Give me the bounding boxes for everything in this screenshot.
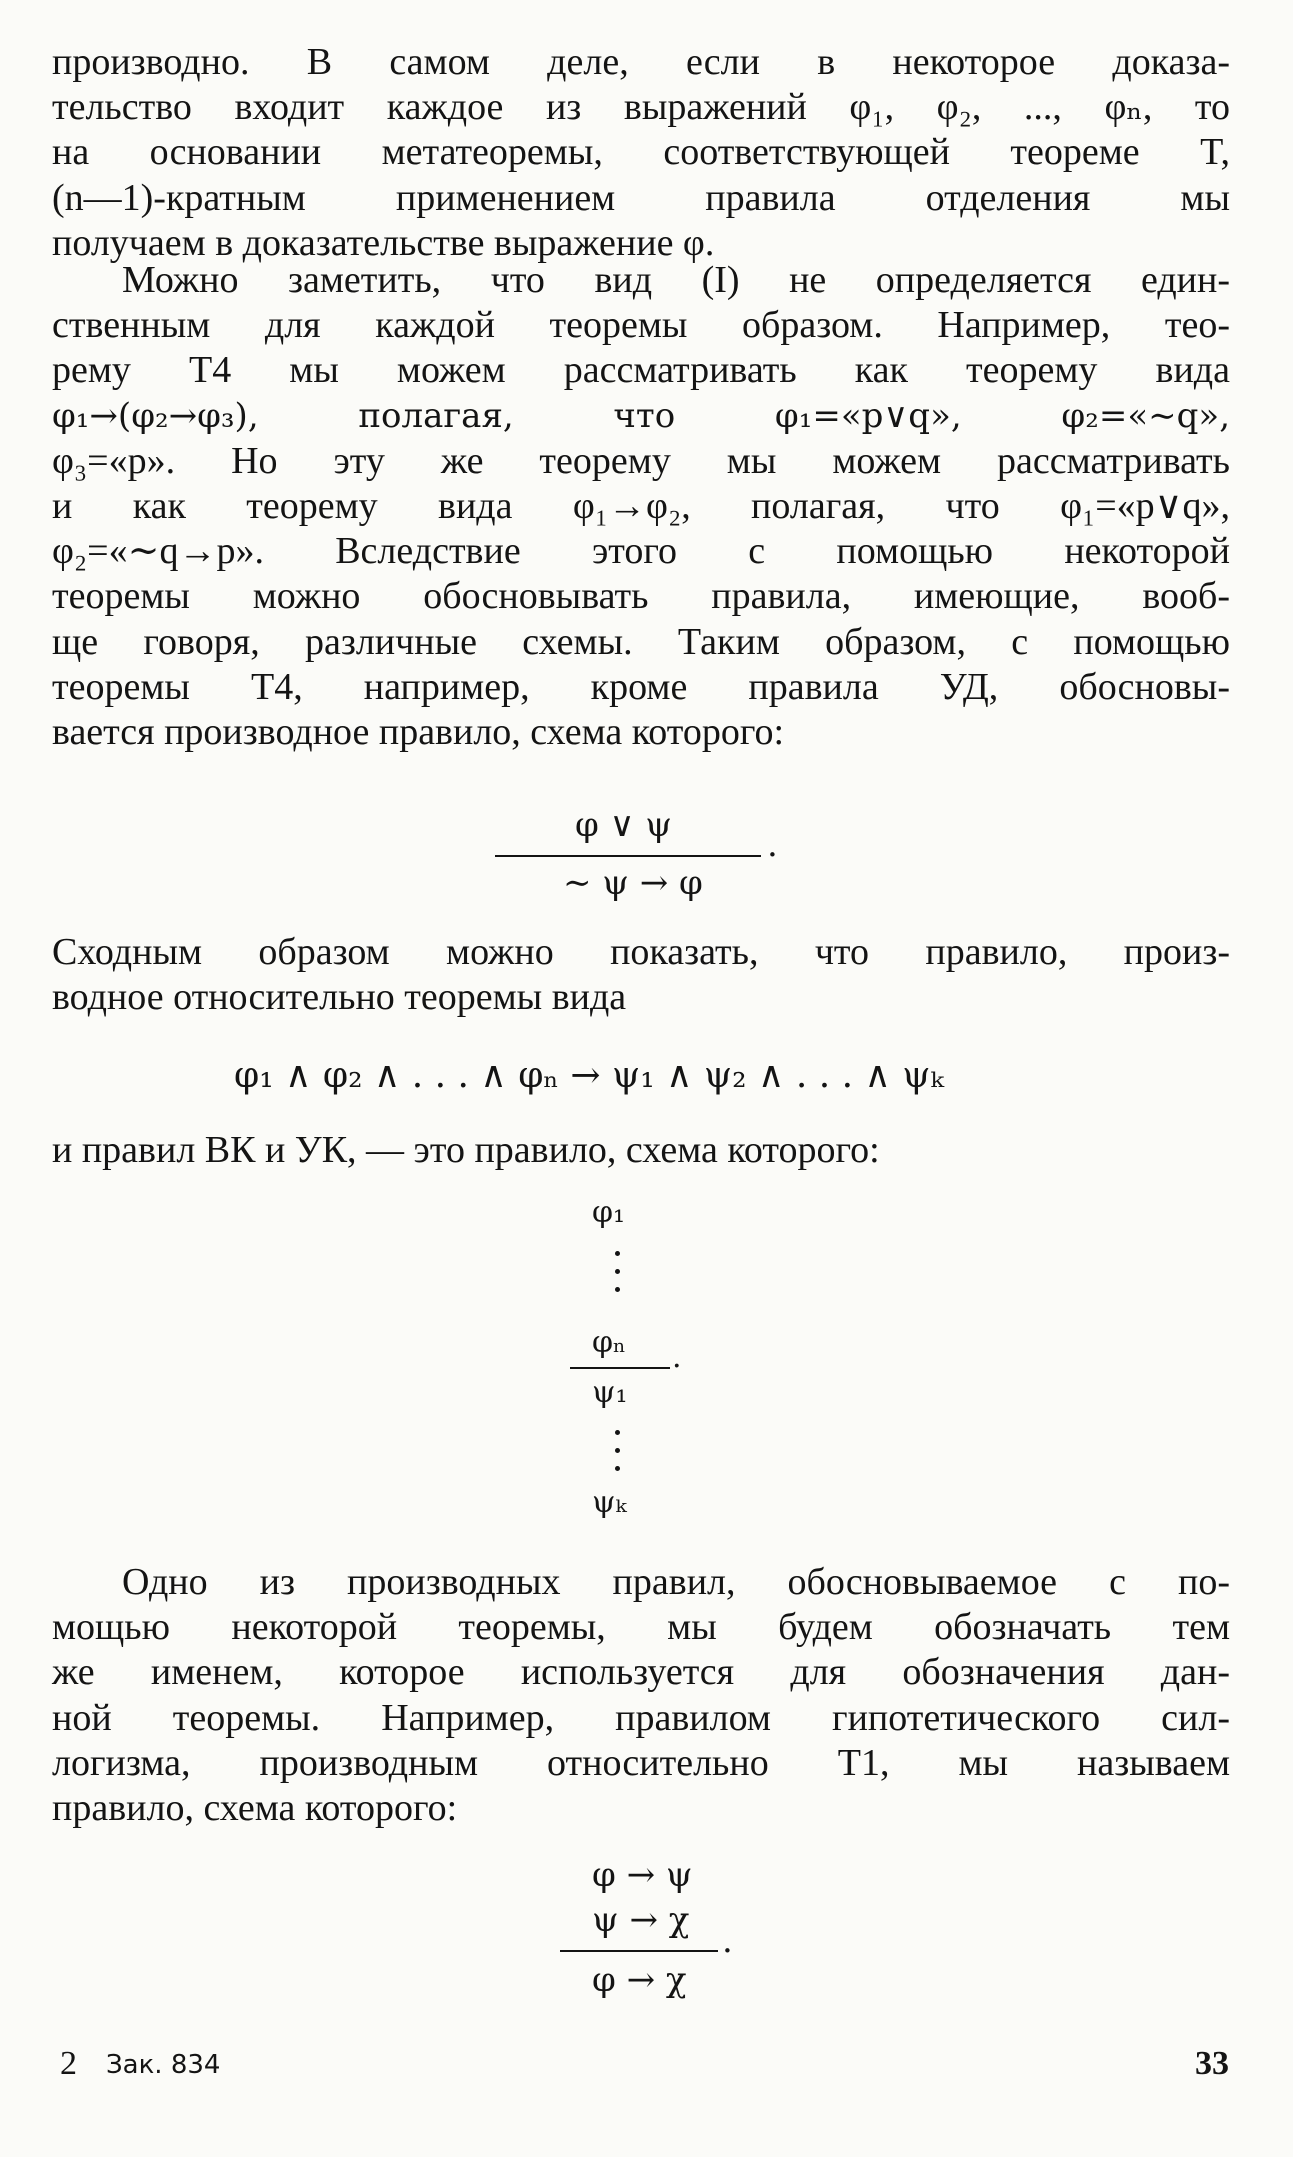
text-line: φ₂=«∼q→p». Вследствие этого с помощью некоторой — [52, 530, 1230, 573]
text-line: Можно заметить, что вид (I) не определяется един- — [122, 259, 1230, 301]
paragraph-4 — [52, 1128, 1230, 1173]
schema-premise: φ ∨ ψ — [575, 805, 672, 845]
schema-conclusion-last: ψₖ — [592, 1485, 627, 1520]
text-line: вается производное правило, схема которого: — [52, 711, 785, 754]
paragraph-5 — [52, 1560, 1230, 1831]
text-line: Сходным образом можно показать, что правило, произ- — [52, 931, 1230, 973]
text-line: мощью некоторой теоремы, мы будем обозначать тем — [52, 1606, 1230, 1649]
schema-conclusion: ∼ ψ → φ — [563, 863, 703, 903]
text-line: теоремы можно обосновывать правила, имеющие, вооб- — [52, 575, 1230, 618]
inference-line — [570, 1367, 670, 1369]
text-line: правило, схема которого: — [52, 1787, 458, 1830]
text-line: логизма, производным относительно T1, мы называем — [52, 1741, 1230, 1784]
theorem-formula: φ₁ ∧ φ₂ ∧ . . . ∧ φₙ → ψ₁ ∧ ψ₂ ∧ . . . ∧ ψₖ — [234, 1055, 944, 1096]
text-line: же именем, которое используется для обозначения дан- — [52, 1651, 1230, 1694]
schema-premise-1: φ → ψ — [592, 1855, 693, 1895]
inference-line — [495, 855, 761, 857]
text-line: тельство входит каждое из выражений φ₁, φ₂, ..., φₙ, то — [52, 86, 1230, 129]
text-line: Одно из производных правил, обосновываемое с по- — [122, 1561, 1230, 1603]
text-line: (n—1)-кратным применением правила отделения мы — [52, 176, 1230, 219]
print-order-mark: Зак. 834 — [106, 2050, 221, 2080]
text-line: и правил ВК и УК, — это правило, схема которого: — [52, 1129, 880, 1171]
page-number: 33 — [1195, 2045, 1229, 2082]
text-line: φ₁→(φ₂→φ₃), полагая, что φ₁=«p∨q», φ₂=«∼q», — [52, 395, 1230, 436]
rule-schema-3 — [560, 1855, 760, 2015]
schema-conclusion: φ → χ — [592, 1960, 687, 2000]
schema-period: . — [767, 825, 778, 865]
paragraph-2 — [52, 258, 1230, 755]
schema-premise-last: φₙ — [592, 1325, 626, 1360]
vertical-ellipsis — [612, 1251, 622, 1305]
paragraph-1 — [52, 40, 1230, 266]
schema-conclusion-first: ψ₁ — [592, 1375, 628, 1410]
text-line: φ₃=«p». Но эту же теорему мы можем рассматривать — [52, 439, 1230, 482]
sheet-number: 2 — [60, 2045, 77, 2082]
text-line: ной теоремы. Например, правилом гипотетического сил- — [52, 1696, 1230, 1739]
schema-premise-first: φ₁ — [592, 1195, 626, 1230]
schema-period: . — [722, 1921, 733, 1961]
text-line: и как теорему вида φ₁→φ₂, полагая, что φ₁=«p∨q», — [52, 485, 1230, 528]
text-line: производно. В самом деле, если в некоторое доказа- — [52, 41, 1230, 83]
inference-line — [560, 1950, 718, 1952]
text-line: на основании метатеоремы, соответствующей теореме T, — [52, 131, 1230, 174]
paragraph-3 — [52, 930, 1230, 1020]
text-line: ственным для каждой теоремы образом. Например, тео- — [52, 304, 1230, 347]
text-line: теоремы T4, например, кроме правила УД, обосновы- — [52, 665, 1230, 708]
schema-premise-2: ψ → χ — [592, 1900, 690, 1940]
text-line: водное относительно теоремы вида — [52, 976, 627, 1019]
rule-schema-1 — [495, 805, 795, 915]
schema-period: . — [672, 1340, 682, 1375]
text-line: рему T4 мы можем рассматривать как теорему вида — [52, 349, 1230, 392]
rule-schema-2 — [560, 1195, 720, 1525]
vertical-ellipsis — [612, 1430, 622, 1484]
text-line: получаем в доказательстве выражение φ. — [52, 221, 715, 264]
text-line: ще говоря, различные схемы. Таким образом, с помощью — [52, 620, 1230, 663]
